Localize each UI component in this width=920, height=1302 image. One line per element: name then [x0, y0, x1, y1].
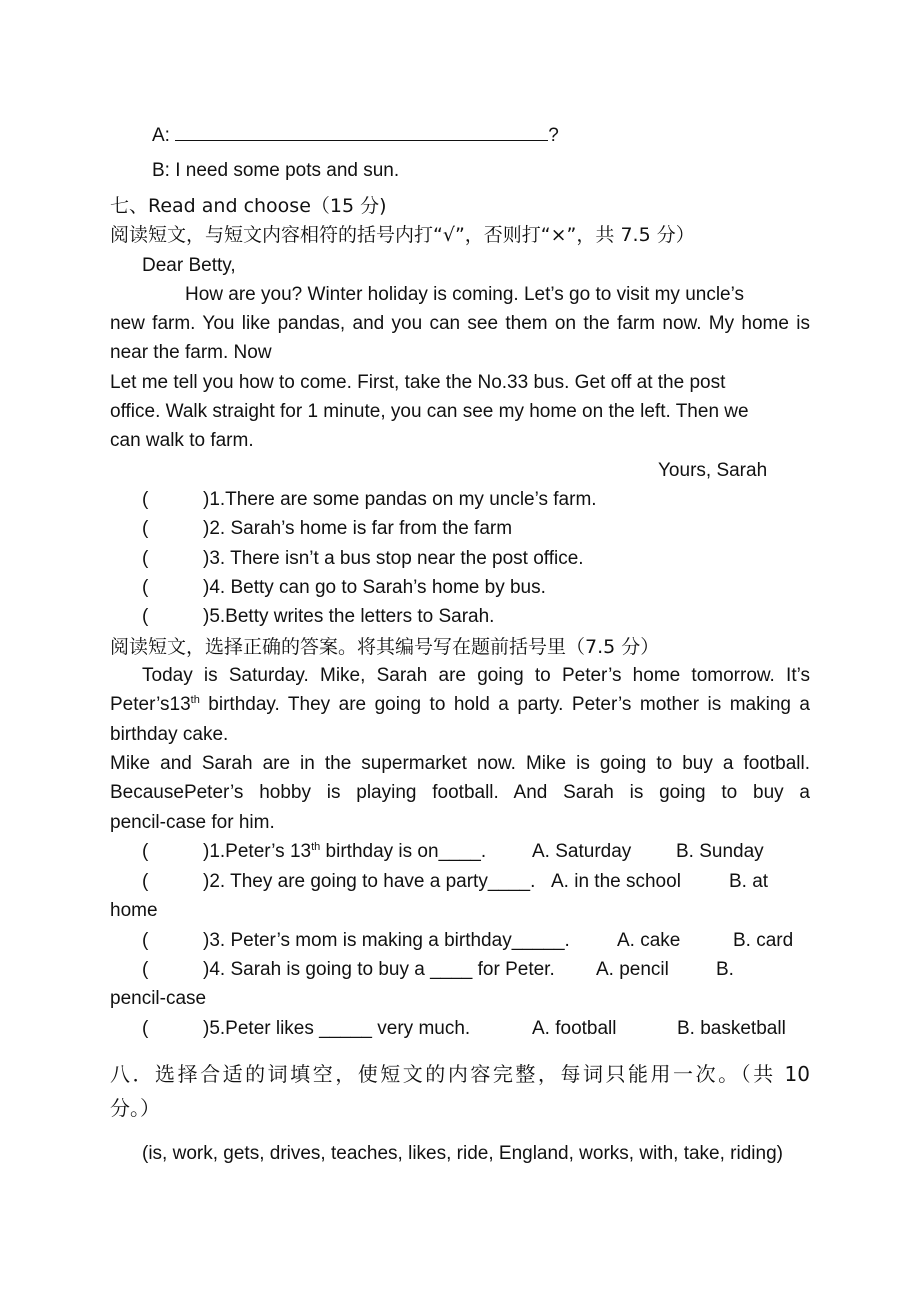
- question-mark: ?: [548, 125, 559, 146]
- option-b: B. Sunday: [676, 841, 764, 862]
- section7-part1-instruction: 阅读短文，与短文内容相符的括号内打“√”，否则打“×”，共 7.5 分）: [110, 224, 695, 246]
- answer-paren[interactable]: (: [142, 841, 149, 862]
- letter-line: office. Walk straight for 1 minute, you can see my home on the left. Then we: [110, 401, 749, 422]
- option-a: A. pencil: [596, 959, 669, 980]
- answer-paren[interactable]: (: [142, 930, 149, 951]
- option-b: B. basketball: [677, 1018, 786, 1039]
- section7-part2-instruction: 阅读短文，选择正确的答案。将其编号写在题前括号里（7.5 分）: [110, 636, 660, 658]
- option-b: B.: [716, 959, 734, 980]
- letter-line: new farm. You like pandas, and you can see them on the farm now. My home is: [110, 313, 810, 334]
- section7-heading: 七、Read and choose（15 分): [110, 195, 387, 217]
- mc-question-2-wrap: home: [110, 900, 158, 921]
- option-b: B. at: [729, 871, 769, 892]
- answer-paren[interactable]: (: [142, 606, 149, 627]
- speaker-a-label: A:: [152, 125, 170, 146]
- passage-line: Today is Saturday. Mike, Sarah are going to Peter’s home tomorrow. It’s: [142, 665, 810, 686]
- answer-paren[interactable]: (: [142, 871, 149, 892]
- option-a: A. Saturday: [532, 841, 632, 862]
- answer-paren[interactable]: (: [142, 489, 149, 510]
- answer-paren[interactable]: (: [142, 518, 149, 539]
- word-bank: (is, work, gets, drives, teaches, likes, ride, England, works, with, take, riding): [142, 1143, 783, 1164]
- passage-line: pencil-case for him.: [110, 812, 275, 833]
- passage-line: Mike and Sarah are in the supermarket now. Mike is going to buy a football.: [110, 753, 810, 774]
- answer-paren[interactable]: (: [142, 548, 149, 569]
- option-a: A. football: [532, 1018, 617, 1039]
- passage-line: birthday cake.: [110, 724, 229, 745]
- mc-question-4-wrap: pencil-case: [110, 988, 207, 1009]
- letter-signoff: Yours, Sarah: [658, 460, 768, 481]
- passage-line: BecausePeter’s hobby is playing football. And Sarah is going to buy a: [110, 782, 810, 803]
- dialogue-a-line: [152, 122, 559, 148]
- passage-line: Peter’s13th birthday. They are going to hold a party. Peter’s mother is making a: [110, 694, 810, 715]
- section8-heading: 八．选择合适的词填空，使短文的内容完整，每词只能用一次。（共 10: [110, 1062, 810, 1086]
- option-a: A. cake: [617, 930, 681, 951]
- letter-line: How are you? Winter holiday is coming. Let’s go to visit my uncle’s: [185, 284, 744, 305]
- answer-paren[interactable]: (: [142, 1018, 149, 1039]
- option-a: A. in the school: [551, 871, 681, 892]
- section8-heading-cont: 分。）: [110, 1096, 160, 1120]
- letter-line: can walk to farm.: [110, 430, 254, 451]
- letter-line: Let me tell you how to come. First, take the No.33 bus. Get off at the post: [110, 372, 726, 393]
- dialogue-b-line: B: I need some pots and sun.: [152, 160, 400, 181]
- letter-greeting: Dear Betty,: [142, 255, 236, 276]
- answer-paren[interactable]: (: [142, 959, 149, 980]
- answer-blank[interactable]: [175, 122, 548, 141]
- letter-line: near the farm. Now: [110, 342, 272, 363]
- option-b: B. card: [733, 930, 794, 951]
- answer-paren[interactable]: (: [142, 577, 149, 598]
